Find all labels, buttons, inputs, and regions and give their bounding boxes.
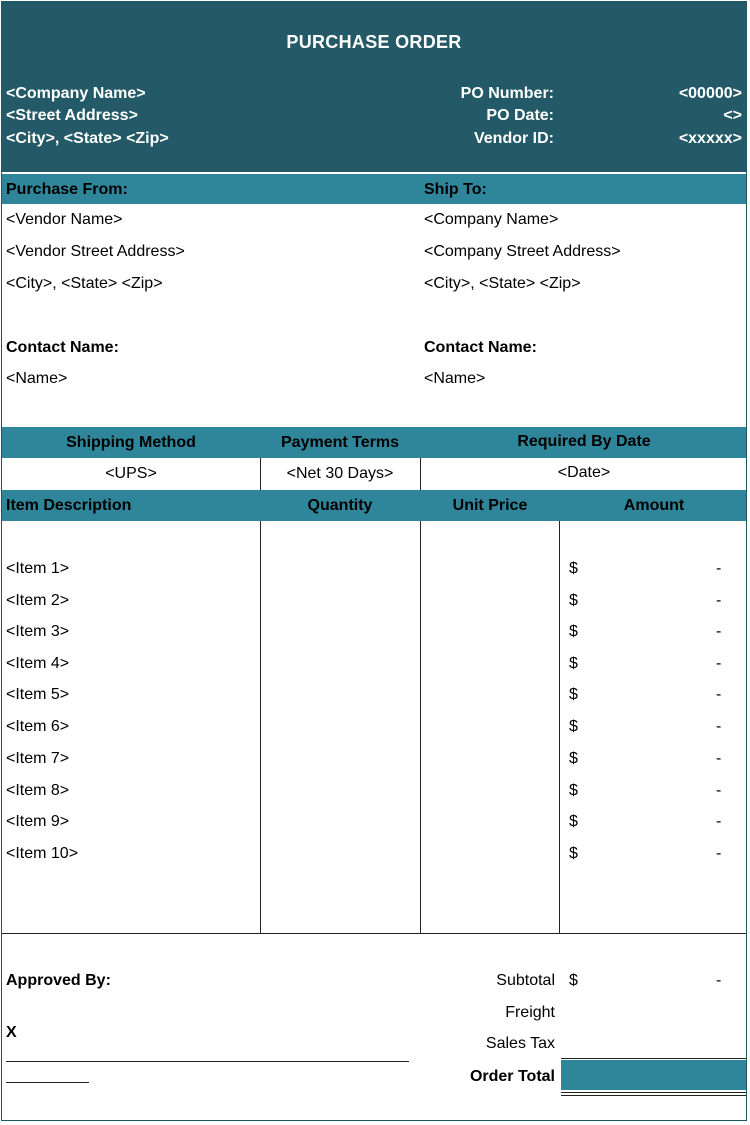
- unit-price-header: Unit Price: [452, 497, 528, 514]
- item-description: <Item 10>: [6, 845, 79, 862]
- freight-label: Freight: [505, 1004, 555, 1021]
- vendor-city-state-zip: <City>, <State> <Zip>: [6, 275, 163, 292]
- vendor-id-value: <xxxxx>: [678, 130, 742, 147]
- order-total-double-underline: [561, 1092, 747, 1093]
- item-amount: -: [716, 592, 722, 609]
- item-currency: $: [569, 813, 578, 830]
- payment-terms-value: <Net 30 Days>: [286, 465, 394, 482]
- ship-to-heading: Ship To:: [424, 181, 487, 198]
- order-total-label: Order Total: [469, 1068, 555, 1085]
- ship-to-street-address: <Company Street Address>: [424, 243, 621, 260]
- date-line[interactable]: [6, 1082, 89, 1083]
- item-currency: $: [569, 655, 578, 672]
- ship-to-contact-name: <Name>: [424, 370, 486, 387]
- company-street-address: <Street Address>: [6, 107, 138, 124]
- column-divider: [260, 521, 261, 934]
- company-name: <Company Name>: [6, 85, 146, 102]
- vendor-contact-name: <Name>: [6, 370, 68, 387]
- item-currency: $: [569, 560, 578, 577]
- item-description: <Item 7>: [6, 750, 70, 767]
- item-amount: -: [716, 718, 722, 735]
- item-currency: $: [569, 686, 578, 703]
- page-title: PURCHASE ORDER: [286, 32, 462, 52]
- vendor-contact-label: Contact Name:: [6, 339, 119, 356]
- company-city-state-zip: <City>, <State> <Zip>: [6, 130, 169, 147]
- items-header-band: [2, 490, 746, 521]
- vendor-id-label: Vendor ID:: [473, 130, 554, 147]
- vendor-name: <Vendor Name>: [6, 211, 123, 228]
- purchase-from-heading: Purchase From:: [6, 181, 128, 198]
- table-bottom-border: [2, 933, 747, 934]
- signature-mark: X: [6, 1024, 17, 1041]
- ship-to-company-name: <Company Name>: [424, 211, 559, 228]
- subtotal-value: -: [716, 972, 722, 989]
- item-description: <Item 6>: [6, 718, 70, 735]
- subtotal-label: Subtotal: [496, 972, 555, 989]
- column-divider: [559, 521, 560, 934]
- item-description: <Item 3>: [6, 623, 70, 640]
- po-number-label: PO Number:: [460, 85, 554, 102]
- po-number-value: <00000>: [678, 85, 742, 102]
- item-description: <Item 2>: [6, 592, 70, 609]
- item-amount: -: [716, 782, 722, 799]
- quantity-header: Quantity: [307, 497, 373, 514]
- item-amount: -: [716, 686, 722, 703]
- shipping-method-header: Shipping Method: [66, 434, 196, 451]
- vendor-street-address: <Vendor Street Address>: [6, 243, 185, 260]
- item-amount: -: [716, 813, 722, 830]
- item-amount: -: [716, 655, 722, 672]
- shipping-divider: [260, 458, 261, 490]
- order-total-field[interactable]: [561, 1060, 747, 1090]
- sales-tax-label: Sales Tax: [485, 1035, 555, 1052]
- column-divider: [420, 521, 421, 934]
- address-section-band: [2, 174, 746, 204]
- po-date-label: PO Date:: [486, 107, 554, 124]
- shipping-header-band: [2, 427, 746, 458]
- order-total-double-underline: [561, 1095, 747, 1096]
- item-description: <Item 8>: [6, 782, 70, 799]
- item-amount: -: [716, 750, 722, 767]
- item-description: <Item 1>: [6, 560, 70, 577]
- ship-to-contact-label: Contact Name:: [424, 339, 537, 356]
- purchase-order-document: [1, 1, 747, 1121]
- item-amount: -: [716, 623, 722, 640]
- item-description: <Item 4>: [6, 655, 70, 672]
- item-amount: -: [716, 560, 722, 577]
- shipping-method-value: <UPS>: [105, 465, 157, 482]
- subtotal-currency: $: [569, 972, 578, 989]
- item-currency: $: [569, 750, 578, 767]
- item-currency: $: [569, 718, 578, 735]
- item-currency: $: [569, 623, 578, 640]
- item-amount: -: [716, 845, 722, 862]
- sales-tax-underline: [561, 1058, 747, 1059]
- approved-by-label: Approved By:: [6, 972, 111, 989]
- required-by-date-header: Required By Date: [517, 433, 651, 450]
- payment-terms-header: Payment Terms: [281, 434, 399, 451]
- item-currency: $: [569, 782, 578, 799]
- item-currency: $: [569, 592, 578, 609]
- po-date-value: <>: [723, 107, 742, 124]
- required-by-date-value: <Date>: [557, 464, 611, 481]
- signature-line[interactable]: [6, 1061, 409, 1062]
- amount-header: Amount: [623, 497, 685, 514]
- item-currency: $: [569, 845, 578, 862]
- item-description: <Item 5>: [6, 686, 70, 703]
- item-description: <Item 9>: [6, 813, 70, 830]
- item-description-header: Item Description: [6, 497, 132, 514]
- shipping-divider: [420, 458, 421, 490]
- ship-to-city-state-zip: <City>, <State> <Zip>: [424, 275, 581, 292]
- document-header: [2, 2, 746, 172]
